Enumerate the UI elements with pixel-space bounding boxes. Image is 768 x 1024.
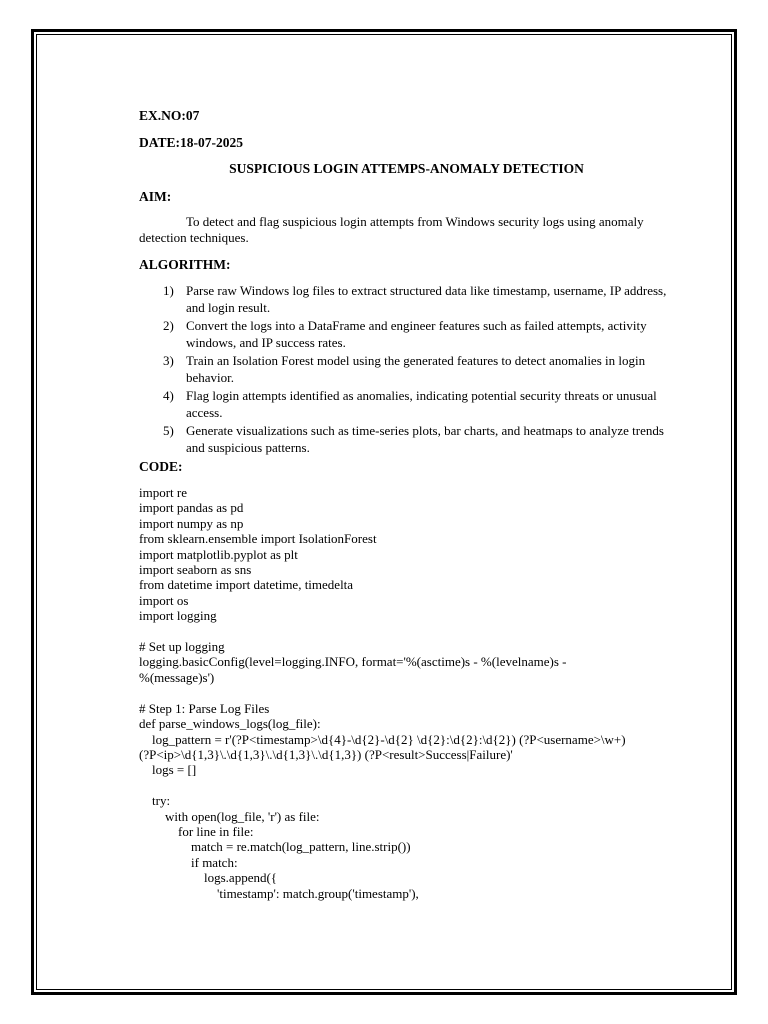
step-text: Train an Isolation Forest model using the generated features to detect anomalies in login behavior. [186, 353, 646, 385]
algorithm-step [139, 388, 679, 421]
document-title: SUSPICIOUS LOGIN ATTEMPS-ANOMALY DETECTION [229, 161, 584, 176]
exercise-date: DATE:18-07-2025 [139, 135, 243, 150]
algorithm-list [139, 283, 679, 458]
algorithm-step [139, 353, 679, 386]
exercise-number: EX.NO:07 [139, 108, 200, 123]
algorithm-step [139, 318, 679, 351]
aim-heading: AIM: [139, 189, 172, 204]
step-text: Convert the logs into a DataFrame and engineer features such as failed attempts, activity windows, and IP success rates. [186, 318, 647, 350]
algorithm-step [139, 423, 679, 456]
step-number: 3) [163, 353, 174, 368]
algorithm-heading: ALGORITHM: [139, 257, 231, 272]
step-number: 2) [163, 318, 174, 333]
step-number: 5) [163, 423, 174, 438]
code-block: import re import pandas as pd import numpy as np from sklearn.ensemble import IsolationForest import matplotlib.pyplot as plt import seaborn as sns from datetime import datetime, timedelta import os import logging # Set up logging logging.basicConfig(level=logging.INFO, format='%(asctime)s - %(levelname)s - %(message)s') # Step 1: Parse Log Files def parse_windows_logs(log_file): log_pattern = r'(?P<timestamp>\d{4}-\d{2}-\d{2} \d{2}:\d{2}:\d{2}) (?P<username>\w+) (?P<ip>\d{1,3}\.\d{1,3}\.\d{1,3}\.\d{1,3}) (?P<result>Success|Failure)' logs = [] try: with open(log_file, 'r') as file: for line in file: match = re.match(log_pattern, line.strip()) if match: logs.append({ 'timestamp': match.group('timestamp'), [139, 485, 626, 901]
step-text: Generate visualizations such as time-series plots, bar charts, and heatmaps to analyze trends and suspicious patterns. [186, 423, 664, 455]
step-number: 4) [163, 388, 174, 403]
step-text: Parse raw Windows log files to extract structured data like timestamp, username, IP address, and login result. [186, 283, 667, 315]
aim-text: To detect and flag suspicious login attempts from Windows security logs using anomaly detection techniques. [139, 214, 644, 245]
code-heading: CODE: [139, 459, 183, 474]
step-text: Flag login attempts identified as anomalies, indicating potential security threats or unusual access. [186, 388, 657, 420]
step-number: 1) [163, 283, 174, 298]
algorithm-step [139, 283, 679, 316]
